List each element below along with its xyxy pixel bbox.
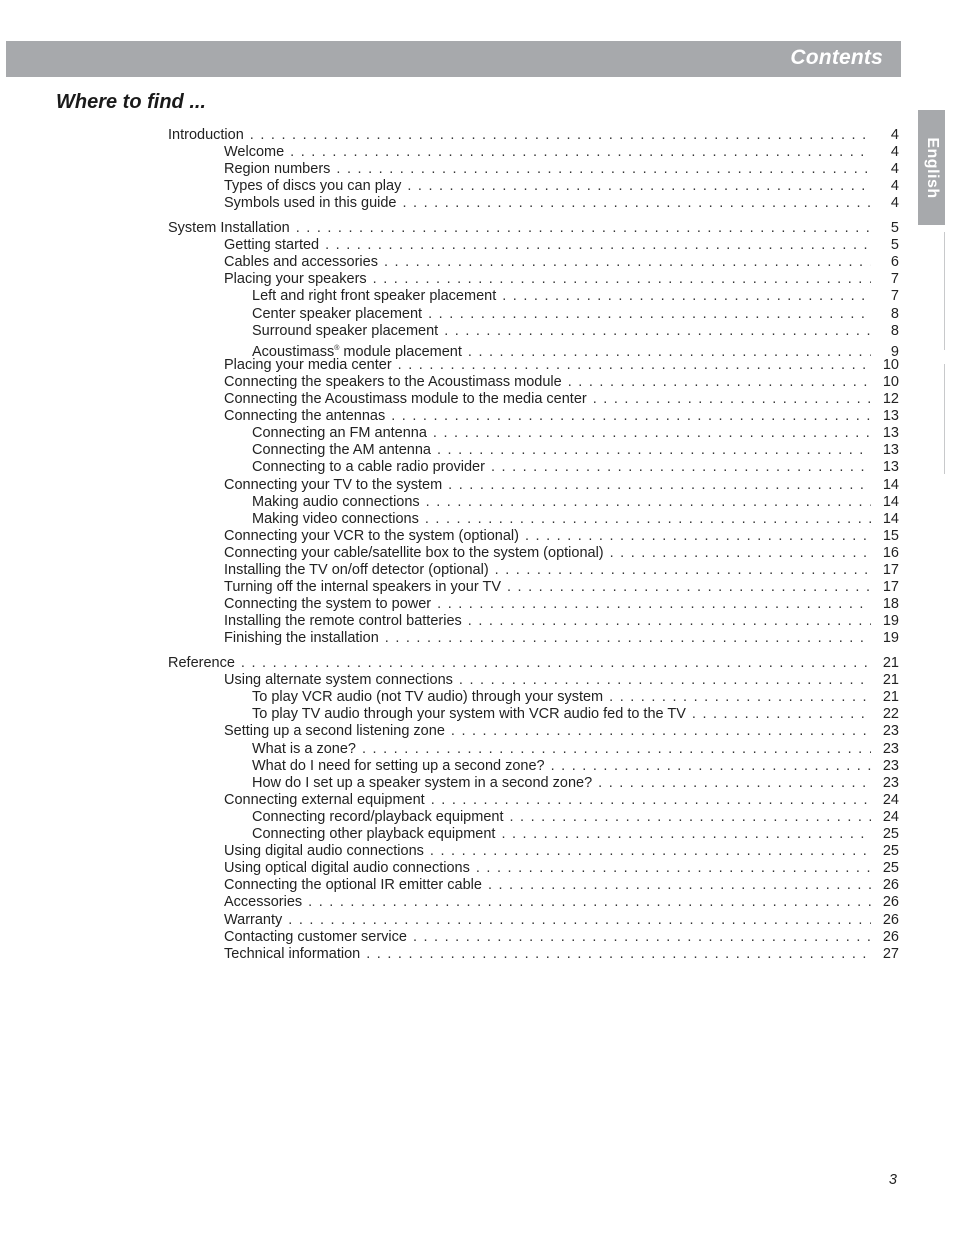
toc-entry xyxy=(224,613,899,630)
toc-dot-leader xyxy=(509,809,871,826)
toc-entry xyxy=(224,630,899,647)
toc-entry xyxy=(224,929,899,946)
toc-entry-title: Connecting the Acoustimass module to the media center xyxy=(224,391,587,407)
toc-entry-page: 14 xyxy=(882,476,899,493)
toc-entry xyxy=(224,178,899,195)
toc-entry xyxy=(224,792,899,809)
toc-dot-leader xyxy=(308,894,871,911)
toc-entry-page: 26 xyxy=(882,877,899,894)
toc-entry-title: How do I set up a speaker system in a second zone? xyxy=(252,774,593,791)
toc-entry-page: 19 xyxy=(882,613,899,630)
toc-dot-leader xyxy=(491,459,871,476)
toc-entry-page: 26 xyxy=(882,894,899,911)
toc-entry xyxy=(252,340,899,360)
toc-entry-page: 13 xyxy=(882,425,899,442)
toc-entry xyxy=(224,477,899,494)
toc-dot-leader xyxy=(551,758,871,775)
toc-entry-title: Connecting other playback equipment xyxy=(252,826,496,842)
toc-entry-title: Left and right front speaker placement xyxy=(252,288,497,305)
toc-entry xyxy=(224,374,899,391)
toc-entry xyxy=(224,723,899,740)
toc-entry-page: 13 xyxy=(882,459,899,476)
toc-entry-title: Connecting your TV to the system xyxy=(224,476,443,493)
where-to-find-heading: Where to find ... xyxy=(56,91,206,113)
toc-dot-leader xyxy=(426,494,871,511)
toc-dot-leader xyxy=(459,672,871,689)
toc-entry-title: Making audio connections xyxy=(252,493,420,510)
toc-entry-page: 25 xyxy=(882,860,899,877)
toc-entry xyxy=(224,912,899,929)
toc-dot-leader xyxy=(507,579,871,596)
toc-dot-leader xyxy=(384,254,871,271)
toc-dot-leader xyxy=(451,723,871,740)
toc-dot-leader xyxy=(296,220,871,237)
toc-entry-page: 16 xyxy=(882,544,899,561)
toc-entry-title: What is a zone? xyxy=(252,740,356,757)
toc-entry xyxy=(252,425,899,442)
toc-entry xyxy=(224,562,899,579)
toc-dot-leader xyxy=(609,689,871,706)
toc-dot-leader xyxy=(250,127,871,144)
toc-entry-page: 26 xyxy=(882,928,899,945)
toc-dot-leader xyxy=(488,877,871,894)
toc-dot-leader xyxy=(444,323,871,340)
toc-entry-page: 23 xyxy=(882,774,899,791)
toc-entry-title: Using digital audio connections xyxy=(224,843,424,860)
toc-dot-leader xyxy=(610,545,871,562)
toc-entry-page: 4 xyxy=(890,195,899,212)
toc-entry-page: 5 xyxy=(890,220,899,236)
toc-entry xyxy=(224,894,899,911)
toc-dot-leader xyxy=(448,477,871,494)
toc-entry-page: 24 xyxy=(882,808,899,825)
toc-entry-page: 17 xyxy=(882,562,899,578)
toc-entry xyxy=(224,528,899,545)
toc-dot-leader xyxy=(403,195,872,212)
toc-entry-page: 26 xyxy=(882,911,899,928)
toc-entry xyxy=(224,596,899,613)
contents-title: Contents xyxy=(790,46,883,69)
toc-entry-title: Contacting customer service xyxy=(224,928,407,945)
toc-entry-title: Connecting your cable/satellite box to the system (optional) xyxy=(224,544,604,561)
toc-entry-title: Center speaker placement xyxy=(252,305,423,322)
toc-dot-leader xyxy=(288,912,871,929)
toc-dot-leader xyxy=(431,792,871,809)
toc-dot-leader xyxy=(495,562,871,579)
toc-entry-page: 25 xyxy=(882,843,899,860)
toc-dot-leader xyxy=(502,288,871,305)
toc-dot-leader xyxy=(598,775,871,792)
toc-dot-leader xyxy=(468,613,871,630)
toc-dot-leader xyxy=(366,946,871,963)
toc-entry-title: Connecting external equipment xyxy=(224,791,425,808)
toc-entry-page: 15 xyxy=(882,527,899,544)
toc-entry-page: 12 xyxy=(882,391,899,407)
toc-entry-title: Welcome xyxy=(224,144,285,161)
toc-dot-leader xyxy=(413,929,871,946)
toc-entry-title: Using optical digital audio connections xyxy=(224,860,470,877)
toc-entry-page: 4 xyxy=(890,161,899,178)
toc-entry xyxy=(252,306,899,323)
toc-entry-title: Types of discs you can play xyxy=(224,178,402,195)
toc-entry-title: Symbols used in this guide xyxy=(224,195,397,212)
toc-entry xyxy=(252,288,899,305)
toc-entry-page: 23 xyxy=(882,740,899,757)
toc-dot-leader xyxy=(325,237,871,254)
toc-dot-leader xyxy=(525,528,871,545)
toc-entry-page: 27 xyxy=(882,945,899,962)
toc-entry-title: Connecting your VCR to the system (optional) xyxy=(224,527,519,544)
toc-entry-page: 19 xyxy=(882,630,899,647)
toc-entry xyxy=(252,323,899,340)
toc-entry-title: Setting up a second listening zone xyxy=(224,723,445,740)
toc-entry-title: Connecting record/playback equipment xyxy=(252,808,504,825)
toc-entry-page: 23 xyxy=(882,723,899,740)
toc-entry-page: 5 xyxy=(890,237,899,254)
toc-entry-page: 21 xyxy=(882,689,899,706)
toc-entry-title: Accessories xyxy=(224,894,303,911)
toc-entry-page: 9 xyxy=(890,343,899,360)
toc-entry xyxy=(224,672,899,689)
toc-entry xyxy=(252,809,899,826)
toc-entry-title: Connecting to a cable radio provider xyxy=(252,459,485,476)
registered-mark: ® xyxy=(334,344,340,352)
toc-entry-title: What do I need for setting up a second zone? xyxy=(252,757,545,774)
toc-entry-page: 8 xyxy=(890,322,899,339)
toc-dot-leader xyxy=(391,408,871,425)
toc-entry xyxy=(252,826,899,843)
toc-entry xyxy=(224,195,899,212)
toc-entry-page: 17 xyxy=(882,579,899,596)
toc-entry-title: Connecting the AM antenna xyxy=(252,442,431,459)
toc-entry-title: Turning off the internal speakers in your TV xyxy=(224,579,501,596)
toc-entry-title: Introduction xyxy=(168,127,244,143)
toc-entry xyxy=(224,144,899,161)
toc-dot-leader xyxy=(398,357,871,374)
toc-dot-leader xyxy=(290,144,871,161)
toc-entry-title: Connecting the speakers to the Acoustimass module xyxy=(224,373,562,390)
toc-dot-leader xyxy=(433,425,871,442)
toc-dot-leader xyxy=(385,630,871,647)
toc-entry xyxy=(252,459,899,476)
toc-entry xyxy=(252,758,899,775)
toc-entry xyxy=(224,946,899,963)
toc-entry-title: Placing your media center xyxy=(224,356,392,373)
toc-entry xyxy=(252,511,899,528)
toc-entry-title: Connecting the system to power xyxy=(224,596,432,613)
toc-entry xyxy=(224,391,899,408)
toc-dot-leader xyxy=(362,741,871,758)
toc-entry xyxy=(168,220,899,237)
toc-entry-page: 23 xyxy=(882,757,899,774)
toc-entry-page: 13 xyxy=(882,442,899,459)
toc-entry-page: 14 xyxy=(882,510,899,527)
toc-entry xyxy=(252,442,899,459)
toc-entry-title: Warranty xyxy=(224,911,283,928)
toc-entry-title: To play VCR audio (not TV audio) through your system xyxy=(252,689,604,706)
toc-entry-page: 25 xyxy=(882,826,899,842)
toc-dot-leader xyxy=(437,442,871,459)
toc-entry-page: 14 xyxy=(882,493,899,510)
toc-entry xyxy=(224,579,899,596)
page-number: 3 xyxy=(888,1172,897,1188)
toc-entry-page: 21 xyxy=(882,672,899,689)
toc-entry-page: 4 xyxy=(890,144,899,161)
toc-dot-leader xyxy=(336,161,871,178)
toc-entry-title: System Installation xyxy=(168,220,290,236)
toc-entry-page: 24 xyxy=(882,791,899,808)
language-tab-label: English xyxy=(923,136,941,199)
toc-entry-title: Installing the TV on/off detector (optional) xyxy=(224,562,489,578)
toc-entry xyxy=(252,741,899,758)
toc-entry xyxy=(252,494,899,511)
toc-entry-page: 7 xyxy=(890,271,899,288)
toc-dot-leader xyxy=(407,178,871,195)
toc-dot-leader xyxy=(437,596,871,613)
toc-entry xyxy=(224,860,899,877)
toc-entry-title: Cables and accessories xyxy=(224,254,378,271)
toc-entry-title: Getting started xyxy=(224,237,320,254)
toc-dot-leader xyxy=(425,511,871,528)
toc-entry-title: Connecting the optional IR emitter cable xyxy=(224,877,482,894)
toc-entry xyxy=(224,408,899,425)
toc-entry xyxy=(168,655,899,672)
toc-dot-leader xyxy=(241,655,871,672)
toc-entry-title: Connecting the antennas xyxy=(224,408,386,425)
toc-dot-leader xyxy=(568,374,871,391)
toc-entry-page: 10 xyxy=(882,373,899,390)
toc-dot-leader xyxy=(501,826,871,843)
toc-entry-title: Reference xyxy=(168,655,235,671)
toc-entry-title: Connecting an FM antenna xyxy=(252,425,427,442)
toc-entry-title: To play TV audio through your system with VCR audio fed to the TV xyxy=(252,706,686,723)
toc-entry-page: 7 xyxy=(890,288,899,305)
toc-entry-page: 10 xyxy=(882,356,899,373)
toc-entry xyxy=(224,271,899,288)
toc-entry-page: 4 xyxy=(890,127,899,143)
toc-entry xyxy=(224,161,899,178)
toc-entry xyxy=(252,706,899,723)
toc-entry xyxy=(252,775,899,792)
toc-dot-leader xyxy=(373,271,871,288)
toc-entry-title: Installing the remote control batteries xyxy=(224,613,462,630)
toc-dot-leader xyxy=(593,391,871,408)
toc-entry-page: 22 xyxy=(882,706,899,723)
toc-entry xyxy=(224,237,899,254)
toc-entry xyxy=(252,689,899,706)
toc-entry-page: 13 xyxy=(882,408,899,425)
toc-entry-title: Making video connections xyxy=(252,510,419,527)
toc-entry-page: 21 xyxy=(882,655,899,671)
toc-entry-title: Surround speaker placement xyxy=(252,322,439,339)
toc-entry-page: 18 xyxy=(882,596,899,613)
toc-entry-page: 4 xyxy=(890,178,899,195)
toc-dot-leader xyxy=(476,860,871,877)
toc-entry xyxy=(224,357,899,374)
toc-dot-leader xyxy=(428,306,871,323)
toc-entry xyxy=(224,254,899,271)
toc-entry-title: Acoustimass® module placement xyxy=(252,343,462,360)
toc-entry xyxy=(224,843,899,860)
toc-entry-title: Placing your speakers xyxy=(224,271,367,288)
toc-entry xyxy=(224,545,899,562)
toc-entry-page: 6 xyxy=(890,254,899,271)
toc-entry-title: Region numbers xyxy=(224,161,331,178)
toc-entry-title: Technical information xyxy=(224,945,361,962)
toc-dot-leader xyxy=(430,843,871,860)
toc-entry-title: Using alternate system connections xyxy=(224,672,453,689)
toc-entry xyxy=(224,877,899,894)
toc-dot-leader xyxy=(692,706,871,723)
toc-entry-title: Finishing the installation xyxy=(224,630,379,647)
toc-entry xyxy=(168,127,899,144)
toc-entry-page: 8 xyxy=(890,305,899,322)
